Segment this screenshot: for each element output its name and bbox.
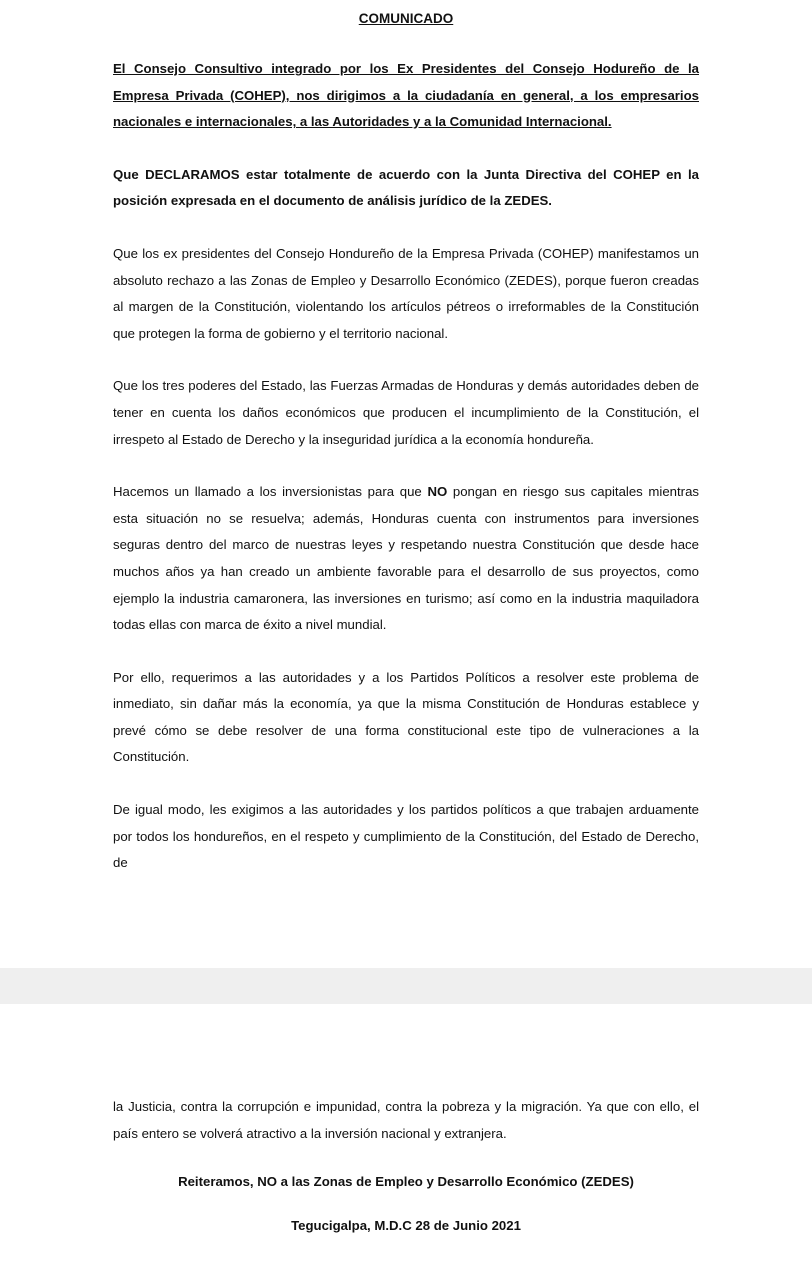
investors-text-start: Hacemos un llamado a los inversionistas para que [113, 484, 428, 500]
document-page-1 [113, 10, 699, 877]
paragraph-authorities: Por ello, requerimos a las autoridades y a los Partidos Políticos a resolver este problema de inmediato, sin dañar más la economía, ya que la misma Constitución de Honduras establece y prevé cómo se debe resolver de una forma constitucional este tipo de vulneraciones a la Constitución. [113, 669, 699, 765]
document-title: COMUNICADO [358, 11, 454, 26]
investors-text-end: pongan en riesgo sus capitales mientras esta situación no se resuelva; además, Honduras cuenta con instrumentos para inversiones seguras dentro del marco de nuestras leyes y respetando nuestra Constitución que desde hace muchos años ya han creado un ambiente favorable para el desarrollo de sus proyectos, como ejemplo la industria camaronera, las inversiones en turismo; así como en la industria maquiladora todas ellas con marca de éxito a nivel mundial. [113, 484, 699, 633]
paragraph-investors [113, 479, 699, 639]
intro-paragraph: El Consejo Consultivo integrado por los Ex Presidentes del Consejo Hodureño de la Empresa Privada (COHEP), nos dirigimos a la ciudadanía en general, a los empresarios nacionales e internacionales, a las Autoridades y a la Comunidad Internacional. [113, 61, 699, 130]
investors-no-emphasis: NO [427, 484, 448, 500]
document-page-2 [113, 1094, 699, 1239]
closing-statement: Reiteramos, NO a las Zonas de Empleo y Desarrollo Económico (ZEDES) [178, 1174, 634, 1190]
declaration-paragraph: Que DECLARAMOS estar totalmente de acuerdo con la Junta Directiva del COHEP en la posición expresada en el documento de análisis jurídico de la ZEDES. [113, 166, 699, 209]
dateline: Tegucigalpa, M.D.C 28 de Junio 2021 [291, 1218, 521, 1234]
paragraph-demands-part-2: la Justicia, contra la corrupción e impunidad, contra la pobreza y la migración. Ya que con ello, el país entero se volverá atractivo a la inversión nacional y extranjera. [113, 1099, 699, 1141]
paragraph-demands-part-1: De igual modo, les exigimos a las autoridades y los partidos políticos a que trabajen arduamente por todos los hondureños, en el respeto y cumplimiento de la Constitución, del Estado de Derecho, de [113, 802, 699, 871]
paragraph-rejection: Que los ex presidentes del Consejo Hondureño de la Empresa Privada (COHEP) manifestamos un absoluto rechazo a las Zonas de Empleo y Desarrollo Económico (ZEDES), porque fueron creadas al margen de la Constitución, violentando los artículos pétreos o irreformables de la Constitución que protegen la forma de gobierno y el territorio nacional. [113, 245, 699, 341]
page-separator [0, 968, 812, 1004]
paragraph-state-powers: Que los tres poderes del Estado, las Fuerzas Armadas de Honduras y demás autoridades deben de tener en cuenta los daños económicos que producen el incumplimiento de la Constitución, el irrespeto al Estado de Derecho y la inseguridad jurídica a la economía hondureña. [113, 378, 699, 447]
